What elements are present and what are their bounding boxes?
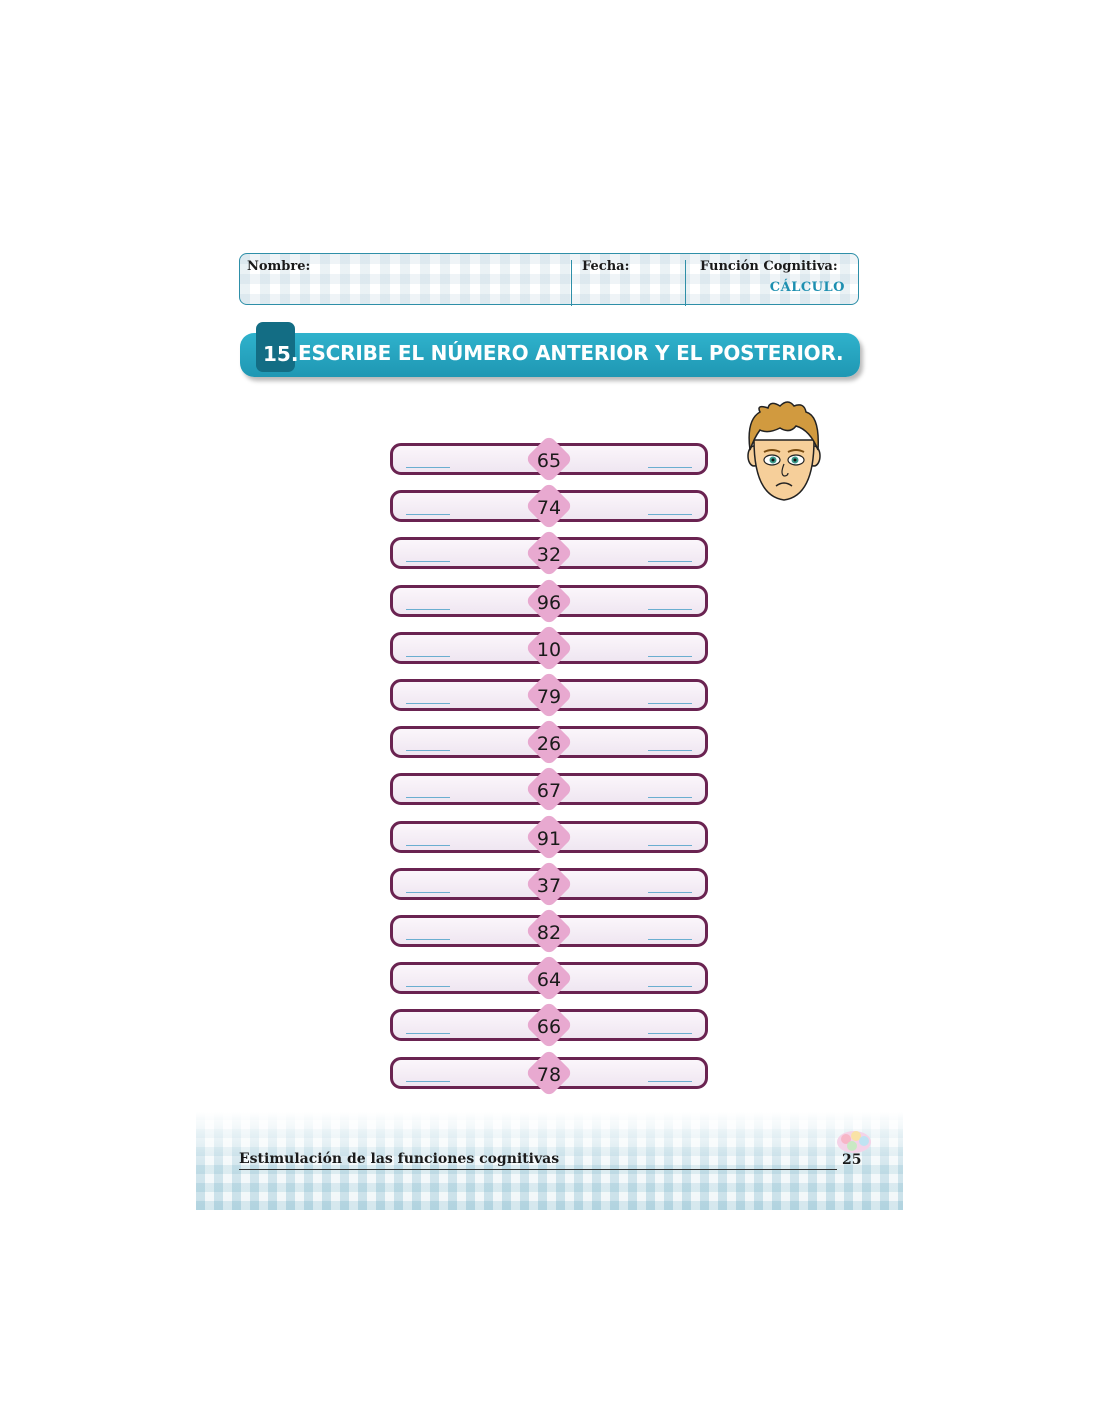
next-number-blank[interactable]: [648, 892, 692, 893]
exercise-row: [390, 1057, 708, 1089]
given-number: 66: [536, 1016, 562, 1038]
exercise-row: [390, 773, 708, 805]
given-number: 79: [536, 686, 562, 708]
next-number-blank[interactable]: [648, 609, 692, 610]
next-number-blank[interactable]: [648, 986, 692, 987]
given-number: 91: [536, 828, 562, 850]
next-number-blank[interactable]: [648, 1033, 692, 1034]
given-number: 96: [536, 592, 562, 614]
next-number-blank[interactable]: [648, 561, 692, 562]
cognitive-function-label: Función Cognitiva:: [700, 259, 838, 274]
given-number: 32: [536, 544, 562, 566]
given-number: 64: [536, 969, 562, 991]
date-label: Fecha:: [582, 259, 630, 274]
given-number: 78: [536, 1064, 562, 1086]
exercise-row: [390, 915, 708, 947]
brain-logo-icon: [834, 1127, 874, 1155]
exercise-row: [390, 537, 708, 569]
page-number: 25: [842, 1152, 862, 1168]
cognitive-function-value: CÁLCULO: [769, 280, 845, 295]
exercise-row: [390, 443, 708, 475]
exercise-row: [390, 490, 708, 522]
boy-face-icon: [746, 400, 822, 504]
header-divider: [571, 260, 572, 306]
next-number-blank[interactable]: [648, 845, 692, 846]
next-number-blank[interactable]: [648, 750, 692, 751]
header-divider: [685, 260, 686, 306]
given-number: 67: [536, 780, 562, 802]
exercise-row: [390, 679, 708, 711]
given-number: 37: [536, 875, 562, 897]
given-number: 10: [536, 639, 562, 661]
next-number-blank[interactable]: [648, 514, 692, 515]
exercise-row: [390, 1009, 708, 1041]
header-info-box: [239, 253, 859, 305]
exercise-number: 15.: [263, 342, 299, 366]
exercise-row: [390, 585, 708, 617]
next-number-blank[interactable]: [648, 1081, 692, 1082]
next-number-blank[interactable]: [648, 797, 692, 798]
given-number: 74: [536, 497, 562, 519]
exercise-row: [390, 632, 708, 664]
given-number: 26: [536, 733, 562, 755]
exercise-title: ESCRIBE EL NÚMERO ANTERIOR Y EL POSTERIOR.: [298, 341, 844, 365]
next-number-blank[interactable]: [648, 703, 692, 704]
next-number-blank[interactable]: [648, 467, 692, 468]
given-number: 82: [536, 922, 562, 944]
exercise-row: [390, 726, 708, 758]
name-label: Nombre:: [247, 259, 311, 274]
next-number-blank[interactable]: [648, 656, 692, 657]
next-number-blank[interactable]: [648, 939, 692, 940]
exercise-row: [390, 868, 708, 900]
footer-rule: [239, 1169, 837, 1170]
given-number: 65: [536, 450, 562, 472]
footer-title: Estimulación de las funciones cognitivas: [239, 1151, 560, 1167]
exercise-row: [390, 821, 708, 853]
exercise-row: [390, 962, 708, 994]
